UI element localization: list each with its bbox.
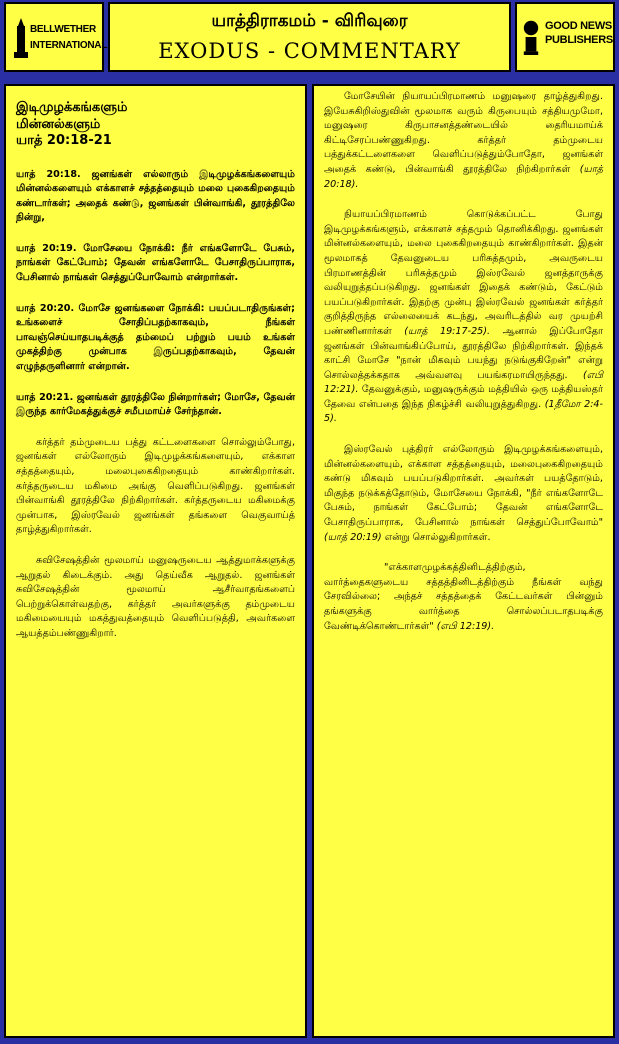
title-box [108, 2, 511, 72]
bellwether-logo-text [30, 22, 107, 54]
logo-right-line2: PUBLISHERS [545, 34, 613, 46]
scripture-reference: (எபி 12:19). [436, 620, 495, 632]
heading-line2: மின்னல்களும் [16, 116, 101, 132]
para-text: என்று சொல்லுகிறார்கள். [384, 531, 491, 543]
para-text: இஸ்ரவேல் புத்திரர் எல்லோரும் இடிமுழக்கங்களையும், மின்னல்களையும், எக்காள சத்தத்தையும், மலைபுகைகிறதையும் கண்டு மிகவும் பயப்படுகிறார்கள். அவர்கள் பயத்தோடும், மிகுந்த நடுக்கத்தோடும், மோசேயை நோக்கி, "நீர் எங்களோடே பேசும், நாங்கள் கேட்போம்; தேவன் எங்களோடே பேசாதிருப்பாராக, பேசினால் நாங்கள் செத்துப்போவோம்" [324, 444, 603, 529]
commentary-paragraph: கர்த்தர் தம்முடைய பத்து கட்டளைகளை சொல்லும்போது, ஜனங்கள் எல்லோரும் இடிமுழக்கங்களையும், எக்காள சத்தத்தையும், மலைபுகைகிறதையும் காண்கிறார்கள். கர்த்தருடைய மகிமை அங்கு வெளிப்படுகிறது. ஜனங்கள் பின்வாங்கி தூரத்திலே நிற்கிறார்கள். கர்த்தருடைய மகிமைக்கு முன்பாக, இஸ்ரவேல் ஜனங்கள் தங்களை வெகுவாய்த் தாழ்த்துகிறார்கள். [16, 436, 295, 536]
commentary-paragraph [324, 208, 603, 427]
para-text: நியாயப்பிரமாணம் கொடுக்கப்பட்ட போது இடிமுழக்கங்களும், எக்காளச் சத்தமும் தொனிக்கிறது. ஜனங்கள் மின்னல்களையும், மலை புகைகிறதையும் காண்கிறார்கள். இதன் மூலமாகத் தேவனுடைய பரிசுத்தமும், அவருடைய பிரமாணத்தின் பரிசுத்தமும் இஸ்ரவேல் ஜனத்தாருக்கு வலியுறுத்தப்படுகிறது. ஜனங்கள் இதைக் கண்டும், கேட்டும் பயப்படுகிறார்கள். இதற்கு முன்பு இஸ்ரவேல் ஜனங்கள் கர்த்தர் குறித்திருந்த எல்லையைக் கடந்து, அவரிடத்தில் வர முயற்சி பண்ணினார்கள் [324, 209, 603, 337]
para-text: தேவனுக்கும், மனுஷருக்கும் மத்தியில் ஒரு மத்தியஸ்தர் தேவை என்பதை இந்த நிகழ்ச்சி வலியுறுத்துகிறது. [324, 384, 603, 410]
verse-20-21: யாத் 20:21. ஜனங்கள் தூரத்திலே நின்றார்கள்; மோசே, தேவன் இருந்த கார்மேகத்துக்குச் சமீபமாய்ச் சேர்ந்தான். [16, 391, 295, 418]
commentary-paragraph [324, 561, 603, 634]
left-column [4, 84, 307, 1038]
logo-left-line2: INTERNATIONAL [30, 40, 108, 51]
scripture-reference: (1தீமோ 2:4-5). [324, 398, 603, 425]
commentary-paragraph: சுவிசேஷத்தின் மூலமாய் மனுஷருடைய ஆத்துமாக்களுக்கு ஆறுதல் கிடைக்கும். அது தெய்வீக ஆறுதல். ஜனங்கள் சுவிசேஷத்தின் மூலமாய் ஆசீர்வாதங்களைப் பெற்றுக்கொள்வதற்கு, கர்த்தர் அவர்களுக்கு தம்முடைய மகிமையையும் மகத்துவத்தையும் வெளிப்படுத்தி, அவர்களை ஆயத்தம்பண்ணுகிறார். [16, 554, 295, 639]
title-english: EXODUS - COMMENTARY [158, 39, 461, 63]
right-column [312, 84, 615, 1038]
scripture-reference: (எபி 12:21). [324, 369, 603, 396]
bellwether-logo [4, 2, 108, 72]
para-text: மோசேயின் நியாயப்பிரமாணம் மனுஷரை தாழ்த்துகிறது. இயேசுகிறிஸ்துவின் மூலமாக வரும் கிருபையும் சத்தியமுமோ, மனுஷரை கிருபாசனத்தண்டையில் தைரியமாய்க் கிட்டிசேரப்பண்ணுகிறது. கர்த்தர் தம்முடைய பத்துக்கட்டளைகளை வெளிப்படுத்தும்போதோ, ஜனங்கள் அதைக் கண்டு, பின்வாங்கி தூரத்திலே நிற்கிறார்கள் [324, 91, 603, 175]
verse-20-20: யாத் 20:20. மோசே ஜனங்களை நோக்கி: பயப்படாதிருங்கள்; உங்களைச் சோதிப்பதற்காகவும், நீங்கள் பாவஞ்செய்யாதபடிக்குத் தம்மைப் பற்றும் பயம் உங்கள் முகத்திற்கு முன்பாக இருப்பதற்காகவும், தேவன் எழுந்தருளினார் என்றான். [16, 302, 295, 373]
heading-line1: இடிமுழக்கங்களும் [16, 100, 128, 115]
commentary-paragraph [324, 90, 603, 192]
heading-line3: யாத் 20:18-21 [16, 133, 112, 148]
scripture-reference: (யாத் 20:18). [324, 163, 603, 190]
scripture-reference: (யாத் 20:19) [324, 531, 382, 543]
bell-tower-icon [12, 18, 30, 60]
section-heading [16, 100, 295, 150]
good-news-logo-text [545, 19, 613, 47]
verse-20-19: யாத் 20:19. மோசேயை நோக்கி: நீர் எங்களோடே பேசும், நாங்கள் கேட்போம்; தேவன் எங்களோடே பேசாதிருப்பாராக, பேசினால் நாங்கள் செத்துப்போவோம் என்றார்கள். [16, 242, 295, 284]
good-news-logo [515, 2, 615, 72]
logo-right-line1: GOOD NEWS [545, 20, 612, 32]
commentary-paragraph [324, 443, 603, 545]
title-tamil: யாத்திராகமம் - விரிவுரை [211, 11, 408, 31]
para-text: ஆனால் இப்போதோ ஜனங்கள் பின்வாங்கிப்போய், தூரத்திலே நிற்கிறார்கள். இந்தக் காட்சி மோசே "நான் மிகவும் பயந்து நடுங்குகிறேன்" என்று சொல்லத்தக்கதாக அவ்வளவு பயங்கரமாயிருந்தது. [324, 325, 604, 381]
globe-book-icon [522, 16, 540, 58]
quote-text: "எக்காளமுழக்கத்தினிடத்திற்கும், வார்த்தைகளுடைய சத்தத்தினிடத்திற்கும் நீங்கள் வந்து சேரவில்லை; அந்தச் சத்தத்தைக் கேட்டவர்கள் பின்னும் தங்களுக்கு வார்த்தை சொல்லப்படாதபடிக்கு வேண்டிக்கொண்டார்கள்" [324, 562, 603, 632]
logo-left-line1: BELLWETHER [30, 24, 96, 35]
verse-20-18: யாத் 20:18. ஜனங்கள் எல்லாரும் இடிமுழக்கங்களையும் மின்னல்களையும் எக்காளச் சத்தத்தையும் மலை புகைகிறதையும் கண்டார்கள்; அதைக் கண்டு, ஜனங்கள் பின்வாங்கி, தூரத்திலே நின்று, [16, 168, 295, 224]
scripture-reference: (யாத் 19:17-25). [404, 325, 491, 337]
header [0, 0, 619, 76]
